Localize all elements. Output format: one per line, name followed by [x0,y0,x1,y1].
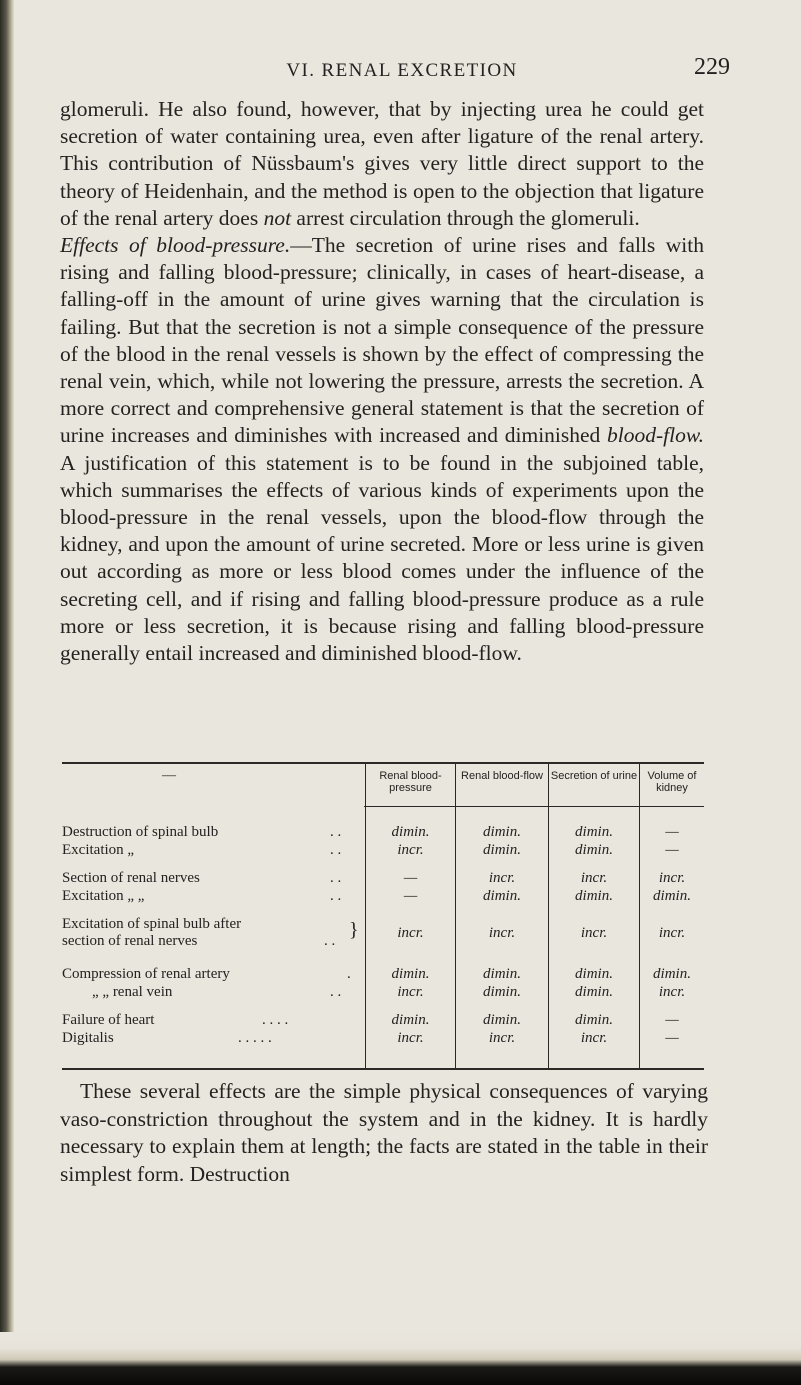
row-label-continued: section of renal nerves [62,933,198,949]
table-cell: incr. [397,842,424,858]
table-cell: — [403,870,418,886]
table-cell: dimin. [391,966,430,982]
table-cell: dimin. [483,966,521,982]
book-binding-shadow [0,0,14,1385]
row-label: Section of renal nerves [62,870,200,886]
table-cell: dimin. [575,842,613,858]
table-top-rule [62,762,704,764]
row-label: „ „ renal vein [92,984,173,1000]
column-header: Renal blood-pressure [379,770,442,794]
table-cell: dimin. [575,1012,613,1028]
table-cell: dimin. [575,966,613,982]
table-cell: — [665,1030,679,1046]
row-label: Excitation of spinal bulb after [62,916,242,932]
column-header: Volume of kidney [647,770,697,794]
table-cell: incr. [658,925,686,941]
column-header: Secretion of urine [550,770,638,782]
table-cell: dimin. [575,888,613,904]
page-number: 229 [694,54,730,80]
table-cell: incr. [658,984,686,1000]
page-header [0,52,801,92]
table-cell: incr. [488,870,516,886]
table-cell: incr. [397,984,424,1000]
table-cell: dimin. [391,824,430,840]
table-corner: — [162,768,176,783]
row-label: Excitation „ „ [62,888,145,904]
table-cell: dimin. [483,824,521,840]
table-cell: incr. [580,925,608,941]
running-head: VI. RENAL EXCRETION [286,60,518,81]
row-label: Compression of renal artery [62,966,230,982]
row-label: Failure of heart [62,1012,155,1028]
table-cell: dimin. [483,842,521,858]
column-header: Renal blood-flow [461,770,543,782]
row-label: Excitation „ [62,842,135,858]
table-cell: incr. [580,1030,608,1046]
table-cell: dimin. [483,888,521,904]
header-rule [364,806,704,807]
table-cell: incr. [488,1030,516,1046]
emphasis-blood-flow: blood-flow. [607,423,704,448]
table-cell: incr. [658,870,686,886]
table-cell: — [665,1012,679,1028]
table-cell: dimin. [575,984,613,1000]
table-cell: — [665,842,679,858]
table-cell: incr. [488,925,516,941]
table-bottom-rule [62,1068,704,1070]
paragraph-2: Effects of blood-pressure.—The secretion of urine rises and falls with rising and falling blood-pressure; clinically, in cases of heart-disease, a falling-off in the amount of urine gives warning that the circulation is failing. But that the secretion is not a simple consequence of the pressure of the blood in the renal vessels is shown by the effect of compressing the renal vein, which, while not lowering the pressure, arrests the secretion. A more correct and comprehensive general statement is that the secretion of urine increases and diminishes with increased and diminished blood-flow. A justification of this statement is to be found in the subjoined table, which summarises the effects of various kinds of experiments upon the blood-pressure in the renal vessels, upon the blood-flow through the kidney, and upon the amount of urine secreted. More or less urine is given out according as more or less blood comes under the influence of the secreting cell, and if rising and falling blood-pressure produce as a rule more or less secretion, it is because rising and falling blood-pressure generally entail increased and diminished blood-flow. [60,233,704,666]
table-cell: dimin. [391,1012,430,1028]
paragraph-3: These several effects are the simple physical consequences of varying vaso-constriction throughout the system and in the kidney. It is hardly necessary to explain them at length; the facts are stated in the table in their simplest form. Destruction [60,1079,708,1186]
closing-paragraph [60,1078,708,1188]
effects-table: — Renal blood-pressure Renal blood-flow Secretion of urine Volume of kidney Destruction of spinal bulb . . dimin. dimin. dimin. — Excitation „ . . incr. dimin. dimin. — Section of renal nerves . . — incr. incr. incr. Excitation „ „ . . — dimin. dimin. dimin. Excitation of spinal bulb after section of renal nerves . . } incr. incr. incr. incr. Compression of renal artery . dimin. dimin. dimin. dimin. „ „ renal vein . . incr. dimin. dimin. incr. Failure of heart . . . . dimin. dimin. dimin. — Digitalis . . . . . incr. incr. incr. — [62,762,704,1070]
section-heading: Effects of blood-pressure. [60,233,291,258]
table-cell: dimin. [653,888,691,904]
paragraph-1: glomeruli. He also found, however, that by injecting urea he could get secretion of water containing urea, even after ligature of the renal artery. This contribution of Nüssbaum's gives very little direct support to the theory of Heidenhain, and the method is open to the objection that ligature of the renal artery does not arrest circulation through the glomeruli. [60,97,704,230]
table-cell: dimin. [483,984,521,1000]
table-cell: dimin. [653,966,691,982]
row-label: Digitalis [62,1030,114,1046]
row-label: Destruction of spinal bulb [62,824,219,840]
table-cell: incr. [397,925,424,941]
page-bottom-shadow [0,1332,801,1385]
table-cell: incr. [580,870,608,886]
table-cell: — [665,824,679,840]
body-text [60,96,704,667]
table-cell: incr. [397,1030,424,1046]
emphasis-not: not [263,205,292,230]
table-cell: — [403,888,418,904]
table-cell: dimin. [483,1012,521,1028]
table-cell: dimin. [575,824,613,840]
brace: } [349,919,359,941]
